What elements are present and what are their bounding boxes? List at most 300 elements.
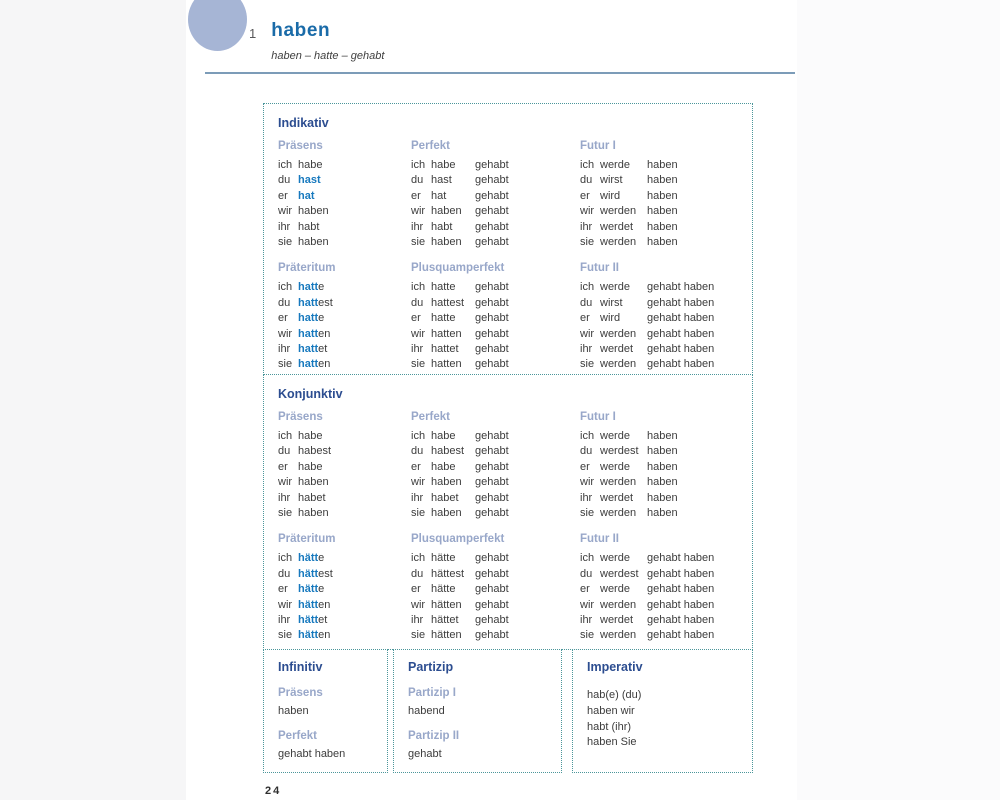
participle-or-infinitive: haben — [647, 507, 678, 520]
pronoun: wir — [278, 476, 293, 489]
pronoun: du — [411, 445, 424, 458]
pronoun: ich — [580, 159, 595, 171]
form-value: gehabt haben — [278, 748, 346, 760]
verb-form: wirst — [600, 174, 623, 187]
verb-form: hättet — [298, 614, 328, 627]
verb-form: haben — [431, 476, 462, 489]
conjugation-row — [580, 429, 738, 444]
verb-form: wird — [600, 189, 621, 202]
participle-or-infinitive: haben — [647, 159, 678, 171]
form-section-imperativ — [572, 649, 753, 773]
highlighted-verb-stem: hast — [298, 174, 321, 187]
tense-name: Perfekt — [411, 411, 450, 423]
pronoun: sie — [580, 358, 595, 371]
conjugation-row — [278, 280, 411, 295]
highlighted-verb-stem: hatt — [298, 296, 319, 309]
conjugation-row — [580, 506, 738, 521]
conjugation-row — [580, 475, 738, 490]
participle-or-infinitive: gehabt — [475, 205, 509, 218]
verb-form: hättet — [431, 614, 459, 627]
participle-or-infinitive: gehabt — [475, 343, 509, 356]
conjugation-row — [580, 173, 738, 188]
pronoun: er — [580, 460, 590, 473]
tense-name: Präteritum — [278, 262, 336, 275]
pronoun: sie — [580, 507, 595, 520]
verb-form: hatte — [298, 281, 325, 294]
verb-form — [298, 173, 321, 188]
conjugation-row — [411, 444, 580, 459]
verb-form: werden — [600, 476, 637, 489]
verb-form: hatten — [298, 358, 331, 371]
highlighted-verb-stem: hätt — [298, 552, 319, 565]
pronoun: du — [411, 296, 424, 309]
chapter-circle-decoration — [188, 0, 247, 51]
participle-or-infinitive: gehabt — [475, 236, 509, 249]
highlighted-verb-stem: hatt — [298, 312, 319, 325]
pronoun: ich — [411, 281, 426, 294]
verb-form: hast — [431, 174, 452, 187]
verb-form: hattest — [431, 296, 465, 309]
conjugation-row — [411, 327, 580, 342]
verb-form: habe — [298, 430, 323, 442]
participle-or-infinitive: gehabt — [475, 430, 509, 442]
verb-form: werden — [600, 236, 637, 249]
pronoun: ihr — [580, 614, 593, 627]
pronoun: sie — [411, 358, 426, 371]
header-divider — [205, 72, 795, 74]
conjugation-row — [580, 598, 738, 613]
conjugation-row — [411, 613, 580, 628]
participle-or-infinitive: gehabt haben — [647, 629, 715, 642]
imperative-form: hab(e) (du) — [587, 689, 642, 701]
tense-block — [278, 533, 411, 643]
tense-name: Futur II — [580, 262, 619, 275]
form-value: haben — [278, 705, 309, 717]
tense-name: Plusquamperfekt — [411, 262, 505, 275]
verb-form: hattest — [298, 296, 333, 309]
conjugation-row — [580, 296, 738, 311]
pronoun: er — [411, 460, 421, 473]
participle-or-infinitive: gehabt — [475, 583, 509, 596]
form-value: habend — [408, 705, 445, 717]
pronoun: ich — [278, 159, 293, 171]
tense-block — [278, 411, 411, 521]
verb-form: haben — [298, 236, 329, 249]
tense-block — [278, 140, 411, 250]
participle-or-infinitive: gehabt haben — [647, 358, 715, 371]
pronoun: ich — [580, 552, 595, 565]
conjugation-row — [411, 204, 580, 219]
tense-name: Plusquamperfekt — [411, 533, 505, 546]
participle-or-infinitive: gehabt — [475, 614, 509, 627]
conjugation-row — [278, 491, 411, 506]
conjugation-row — [580, 613, 738, 628]
pronoun: wir — [278, 598, 293, 611]
mood-title: Konjunktiv — [278, 387, 343, 401]
conjugation-row — [278, 220, 411, 235]
participle-or-infinitive: haben — [647, 445, 678, 458]
verb-form — [298, 189, 315, 204]
imperative-form: haben wir — [587, 704, 635, 717]
pronoun: ihr — [411, 343, 424, 356]
verb-form: hatte — [431, 281, 456, 294]
pronoun: sie — [278, 358, 293, 371]
verb-form: hätte — [298, 583, 325, 596]
conjugation-row — [278, 204, 411, 219]
verb-form: haben — [298, 507, 329, 520]
conjugation-row — [278, 311, 411, 326]
participle-or-infinitive: gehabt — [475, 159, 509, 171]
verb-form: haben — [431, 205, 462, 218]
verb-form: habe — [431, 430, 456, 442]
tense-name: Perfekt — [411, 140, 450, 152]
tense-name: Präsens — [278, 411, 323, 423]
form-section-title: Partizip — [408, 660, 454, 674]
tense-block — [411, 262, 580, 372]
conjugation-row — [580, 491, 738, 506]
verb-form: haben — [431, 236, 462, 249]
pronoun: ihr — [580, 491, 593, 504]
page-margin-right — [797, 0, 1000, 800]
verb-form: hätten — [431, 598, 462, 611]
pronoun: ihr — [278, 614, 291, 627]
pronoun: er — [411, 312, 421, 325]
tense-group — [278, 262, 738, 372]
pronoun: du — [411, 567, 424, 580]
conjugation-row — [580, 311, 738, 326]
verb-form: werde — [600, 281, 630, 294]
pronoun: du — [278, 567, 291, 580]
participle-or-infinitive: gehabt haben — [647, 343, 715, 356]
conjugation-row — [580, 357, 738, 372]
pronoun: sie — [580, 629, 595, 642]
conjugation-row — [580, 235, 738, 250]
participle-or-infinitive: gehabt — [475, 174, 509, 187]
pronoun: ihr — [278, 491, 291, 504]
verb-form: werde — [600, 552, 630, 565]
verb-form: habe — [431, 460, 456, 473]
verb-form: habe — [298, 460, 323, 473]
verb-form: hätte — [298, 552, 325, 565]
verb-form: werde — [600, 583, 630, 596]
highlighted-verb-stem: hätt — [298, 583, 319, 596]
conjugation-row — [411, 280, 580, 295]
highlighted-verb-stem: hatt — [298, 358, 319, 371]
verb-form: werdest — [600, 445, 639, 458]
conjugation-row — [580, 220, 738, 235]
verb-form: hatte — [298, 312, 325, 325]
pronoun: wir — [411, 598, 426, 611]
pronoun: er — [278, 583, 288, 596]
pronoun: sie — [411, 236, 426, 249]
non-finite-forms-row — [263, 649, 753, 773]
pronoun: wir — [580, 476, 595, 489]
pronoun: ich — [411, 159, 426, 171]
principal-parts: haben – hatte – gehabt — [271, 50, 385, 62]
highlighted-verb-stem: hätt — [298, 629, 319, 642]
conjugation-row — [278, 173, 411, 188]
verb-form: werden — [600, 358, 637, 371]
pronoun: ich — [411, 552, 426, 565]
conjugation-row — [580, 460, 738, 475]
tense-group — [278, 411, 738, 521]
participle-or-infinitive: haben — [647, 189, 678, 202]
pronoun: er — [580, 583, 590, 596]
conjugation-row — [411, 220, 580, 235]
participle-or-infinitive: gehabt — [475, 220, 509, 233]
verb-form: hätten — [431, 629, 462, 642]
participle-or-infinitive: gehabt — [475, 312, 509, 325]
conjugation-row — [411, 158, 580, 173]
mood-section-indikativ — [263, 103, 753, 375]
pronoun: ich — [411, 430, 426, 442]
pronoun: ihr — [580, 220, 593, 233]
page-number: 24 — [265, 785, 282, 797]
verb-form: hätte — [431, 552, 456, 565]
tense-name: Präsens — [278, 140, 323, 152]
pronoun: ich — [278, 281, 293, 294]
conjugation-row — [580, 327, 738, 342]
tense-block — [580, 262, 738, 372]
pronoun: ihr — [278, 343, 291, 356]
verb-form: werdet — [600, 343, 634, 356]
conjugation-row — [411, 311, 580, 326]
verb-form: werden — [600, 507, 637, 520]
tense-block — [580, 140, 738, 250]
conjugation-row — [411, 475, 580, 490]
verb-form: haben — [298, 476, 329, 489]
tense-block — [278, 262, 411, 372]
participle-or-infinitive: haben — [647, 476, 678, 489]
participle-or-infinitive: gehabt haben — [647, 614, 715, 627]
verb-form: hätten — [298, 598, 331, 611]
imperative-forms — [587, 688, 738, 751]
pronoun: ich — [278, 430, 293, 442]
pronoun: er — [278, 189, 288, 202]
pronoun: ich — [580, 281, 595, 294]
participle-or-infinitive: gehabt — [475, 476, 509, 489]
tense-group — [278, 533, 738, 643]
highlighted-verb-stem: hätt — [298, 614, 319, 627]
conjugation-row — [278, 506, 411, 521]
participle-or-infinitive: gehabt haben — [647, 296, 715, 309]
page-title: haben — [271, 20, 331, 41]
conjugation-row — [411, 551, 580, 566]
verb-form: werdest — [600, 567, 639, 580]
conjugation-row — [278, 235, 411, 250]
highlighted-verb-stem: hätt — [298, 598, 319, 611]
conjugation-row — [278, 429, 411, 444]
pronoun: du — [580, 296, 593, 309]
conjugation-row — [278, 444, 411, 459]
conjugation-row — [411, 235, 580, 250]
pronoun: wir — [580, 327, 595, 340]
tense-block — [580, 533, 738, 643]
conjugation-row — [411, 357, 580, 372]
participle-or-infinitive: haben — [647, 205, 678, 218]
verb-form: werde — [600, 460, 630, 473]
participle-or-infinitive: gehabt — [475, 629, 509, 642]
pronoun: ihr — [278, 220, 291, 233]
pronoun: er — [411, 189, 421, 202]
pronoun: du — [278, 174, 291, 187]
chapter-number: 1 — [249, 26, 257, 41]
pronoun: sie — [580, 236, 595, 249]
verb-form: habe — [298, 159, 323, 171]
participle-or-infinitive: gehabt — [475, 567, 509, 580]
conjugation-row — [411, 296, 580, 311]
pronoun: wir — [411, 476, 426, 489]
pronoun: sie — [278, 236, 293, 249]
form-section-title: Infinitiv — [278, 660, 323, 674]
tense-name: Futur II — [580, 533, 619, 546]
conjugation-row — [411, 429, 580, 444]
page-margin-left — [0, 0, 186, 800]
verb-form: hättest — [298, 567, 333, 580]
pronoun: er — [580, 189, 590, 202]
verb-form: habest — [431, 445, 465, 458]
pronoun: du — [411, 174, 424, 187]
conjugation-row — [580, 551, 738, 566]
pronoun: wir — [411, 205, 426, 218]
tense-block — [411, 411, 580, 521]
form-section-title: Imperativ — [587, 660, 643, 674]
verb-form: werde — [600, 159, 630, 171]
highlighted-verb-stem: hatt — [298, 327, 319, 340]
pronoun: wir — [278, 205, 293, 218]
conjugation-row — [278, 613, 411, 628]
conjugation-row — [278, 567, 411, 582]
verb-form: hattet — [431, 343, 459, 356]
pronoun: wir — [580, 598, 595, 611]
conjugation-row — [278, 296, 411, 311]
participle-or-infinitive: gehabt — [475, 491, 509, 504]
conjugation-row — [411, 567, 580, 582]
conjugation-row — [278, 357, 411, 372]
pronoun: er — [278, 460, 288, 473]
verb-form: habt — [431, 220, 453, 233]
conjugation-row — [278, 460, 411, 475]
pronoun: du — [580, 174, 593, 187]
conjugation-row — [411, 506, 580, 521]
conjugation-row — [411, 460, 580, 475]
conjugation-row — [411, 491, 580, 506]
conjugation-row — [278, 582, 411, 597]
highlighted-verb-stem: hatt — [298, 281, 319, 294]
form-label: Partizip II — [408, 730, 460, 742]
verb-form: werden — [600, 598, 637, 611]
form-label: Partizip I — [408, 687, 456, 699]
participle-or-infinitive: gehabt haben — [647, 598, 715, 611]
conjugation-row — [580, 280, 738, 295]
participle-or-infinitive: gehabt — [475, 598, 509, 611]
participle-or-infinitive: haben — [647, 220, 678, 233]
pronoun: sie — [411, 507, 426, 520]
verb-form: habest — [298, 445, 332, 458]
participle-or-infinitive: haben — [647, 430, 678, 442]
verb-form: hättest — [431, 567, 465, 580]
participle-or-infinitive: gehabt haben — [647, 312, 715, 325]
participle-or-infinitive: gehabt — [475, 327, 509, 340]
verb-form: werden — [600, 327, 637, 340]
conjugation-row — [580, 567, 738, 582]
conjugation-row — [278, 628, 411, 643]
pronoun: sie — [278, 507, 293, 520]
verb-form: werdet — [600, 614, 634, 627]
chapter-header — [249, 21, 384, 62]
pronoun: sie — [278, 629, 293, 642]
participle-or-infinitive: gehabt — [475, 296, 509, 309]
imperative-form: habt (ihr) — [587, 720, 632, 733]
verb-form: werde — [600, 430, 630, 442]
pronoun: ihr — [411, 491, 424, 504]
tense-name: Futur I — [580, 140, 616, 152]
conjugation-row — [580, 204, 738, 219]
pronoun: du — [580, 445, 593, 458]
verb-form: werdet — [600, 220, 634, 233]
participle-or-infinitive: gehabt — [475, 507, 509, 520]
verb-form: habe — [431, 159, 456, 171]
mood-title: Indikativ — [278, 116, 329, 130]
form-label: Perfekt — [278, 730, 317, 742]
pronoun: du — [580, 567, 593, 580]
conjugation-row — [580, 158, 738, 173]
verb-form: werden — [600, 629, 637, 642]
participle-or-infinitive: haben — [647, 460, 678, 473]
verb-form: habt — [298, 220, 320, 233]
conjugation-row — [580, 582, 738, 597]
pronoun: er — [580, 312, 590, 325]
participle-or-infinitive: gehabt haben — [647, 567, 715, 580]
verb-form: werdet — [600, 491, 634, 504]
conjugation-row — [278, 342, 411, 357]
verb-form: hattet — [298, 343, 328, 356]
conjugation-row — [411, 173, 580, 188]
conjugation-row — [278, 158, 411, 173]
tense-group — [278, 140, 738, 250]
participle-or-infinitive: gehabt — [475, 460, 509, 473]
tense-block — [580, 411, 738, 521]
pronoun: du — [278, 445, 291, 458]
pronoun: ihr — [580, 343, 593, 356]
verb-form: hatten — [431, 358, 462, 371]
pronoun: wir — [278, 327, 293, 340]
form-label: Präsens — [278, 687, 323, 699]
conjugation-row — [580, 444, 738, 459]
conjugation-row — [411, 628, 580, 643]
verb-form: werden — [600, 205, 637, 218]
verb-form: haben — [431, 507, 462, 520]
participle-or-infinitive: gehabt — [475, 189, 509, 202]
verb-form: hätten — [298, 629, 331, 642]
conjugation-row — [411, 189, 580, 204]
pronoun: ich — [580, 430, 595, 442]
conjugation-row — [580, 189, 738, 204]
imperative-form: haben Sie — [587, 736, 637, 749]
conjugation-row — [278, 598, 411, 613]
conjugation-row — [278, 475, 411, 490]
participle-or-infinitive: haben — [647, 236, 678, 249]
participle-or-infinitive: gehabt — [475, 552, 509, 565]
verb-form: hatten — [298, 327, 331, 340]
conjugation-row — [411, 342, 580, 357]
highlighted-verb-stem: hatt — [298, 343, 319, 356]
verb-form: habet — [298, 491, 326, 504]
participle-or-infinitive: gehabt — [475, 281, 509, 294]
tense-block — [411, 140, 580, 250]
conjugation-row — [278, 327, 411, 342]
conjugation-row — [580, 628, 738, 643]
